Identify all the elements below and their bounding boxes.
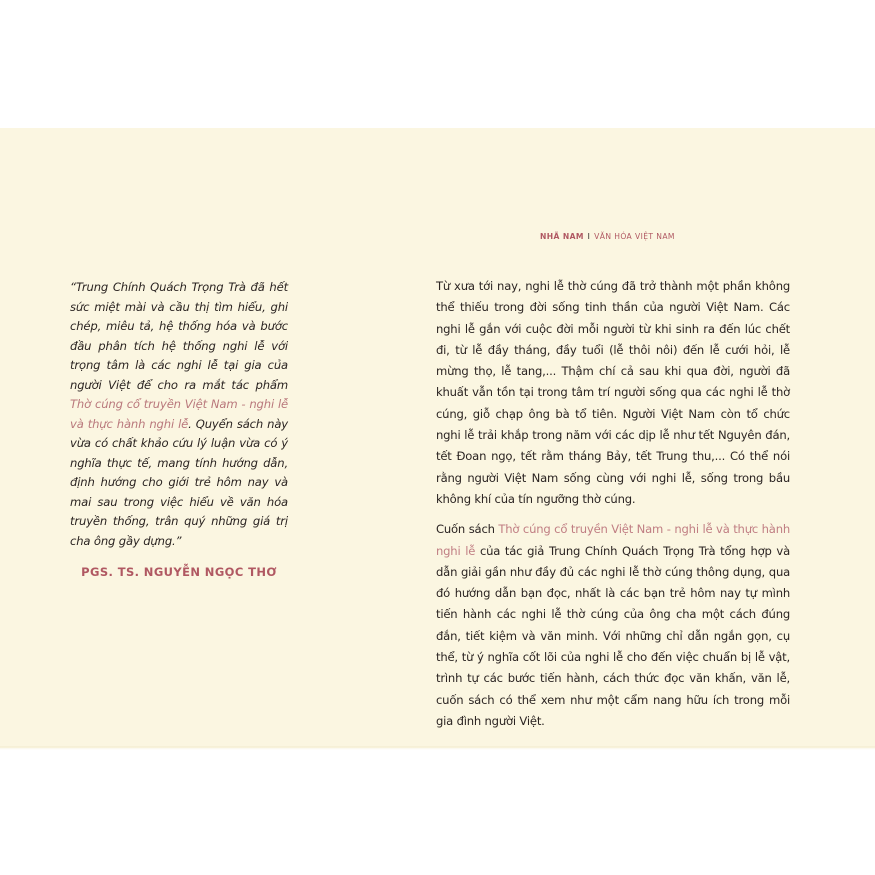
paragraph-2-book-title: Thờ cúng cổ truyền Việt Nam - nghi lễ và thực hành nghi lễ [436, 522, 790, 558]
quote-text-part1: “Trung Chính Quách Trọng Trà đã hết sức miệt mài và cầu thị tìm hiểu, ghi chép, miêu tả, hệ thống hóa và bước đầu phân tích hệ thống nghi lễ với trọng tâm là các nghi lễ tại gia của người Việt để cho ra mắt tác phẩm [70, 280, 288, 392]
paragraph-2-prefix: Cuốn sách [436, 522, 499, 537]
left-page [70, 278, 288, 579]
body-paragraph-2 [436, 519, 790, 732]
endorsement-quote [70, 278, 288, 551]
publisher-name: NHÃ NAM [540, 232, 584, 241]
quote-text-part2: . Quyển sách này vừa có chất khảo cứu lý luận vừa có ý nghĩa thực tế, mang tính hướng dẫn, định hướng cho giới trẻ hôm nay và mai sau trong việc hiểu về văn hóa truyền thống, trân quý những giá trị cha ông gầy dựng.” [70, 416, 288, 548]
right-page [436, 276, 790, 732]
series-name: VĂN HÓA VIỆT NAM [594, 232, 675, 241]
book-spread [0, 128, 875, 748]
paragraph-2-rest: của tác giả Trung Chính Quách Trọng Trà tổng hợp và dẫn giải gần như đầy đủ các nghi lễ thờ cúng thông dụng, qua đó hướng dẫn bạn đọc, nhất là các bạn trẻ hôm nay tự mình tiến hành các nghi lễ thờ cúng của ông cha một cách đúng đắn, tiết kiệm và văn minh. Với những chỉ dẫn ngắn gọn, cụ thể, từ ý nghĩa cốt lõi của nghi lễ cho đến việc chuẩn bị lễ vật, trình tự các bước tiến hành, cách thức đọc văn khấn, văn lễ, cuốn sách có thể xem như một cẩm nang hữu ích trong mỗi gia đình người Việt. [436, 543, 790, 728]
header-separator: I [587, 232, 591, 241]
quote-author: PGS. TS. NGUYỄN NGỌC THƠ [81, 565, 277, 579]
body-paragraph-1: Từ xưa tới nay, nghi lễ thờ cúng đã trở thành một phần không thể thiếu trong đời sống tinh thần của người Việt Nam. Các nghi lễ gắn với cuộc đời mỗi người từ khi sinh ra đến lúc chết đi, từ lễ đầy tháng, đầy tuổi (lễ thôi nôi) đến lễ cưới hỏi, lễ mừng thọ, lễ tang,... Thậm chí cả sau khi qua đời, người đã khuất vẫn tồn tại trong tâm trí người sống qua các nghi lễ thờ cúng, giỗ chạp ông bà tổ tiên. Người Việt Nam còn tổ chức nghi lễ trải khắp trong năm với các dịp lễ như tết Nguyên đán, tết Đoan ngọ, tết rằm tháng Bảy, tết Trung thu,... Có thể nói rằng người Việt Nam sống cùng với nghi lễ, sống trong bầu không khí của tín ngưỡng thờ cúng. [436, 279, 790, 506]
running-header [540, 232, 675, 241]
quote-book-title: Thờ cúng cổ truyền Việt Nam - nghi lễ và thực hành nghi lễ [70, 397, 288, 431]
